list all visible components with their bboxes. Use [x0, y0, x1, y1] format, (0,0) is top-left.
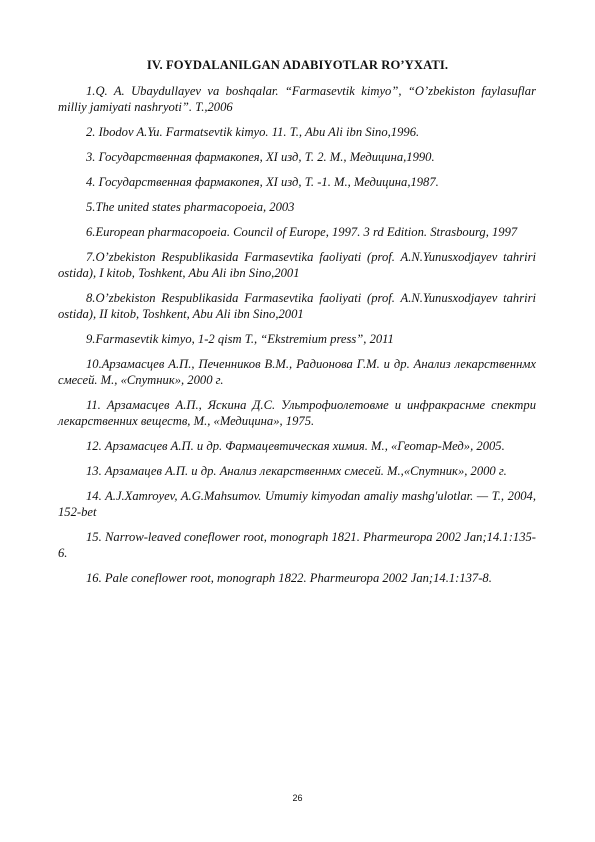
reference-item-5: 5.The united states pharmacopoeia, 2003 — [86, 200, 295, 214]
reference-item-13: 13. Арзамацев А.П. и др. Анализ лекарственнмх смесей. М.,«Спутник», 2000 г. — [86, 464, 507, 478]
reference-item-2: 2. Ibodov A.Yu. Farmatsevtik kimyo. 11. T., Abu Ali ibn Sino,1996. — [86, 125, 420, 139]
reference-item-15: 15. Narrow-leaved coneflower root, monograph 1821. Pharmeuropa 2002 Jan;14.1:135-6. — [58, 530, 536, 560]
reference-item-8: 8.O’zbekiston Respublikasida Farmasevtika faoliyati (prof. A.N.Yunusxodjayev tahriri ostida), II kitob, Toshkent, Abu Ali ibn Sino,2001 — [58, 291, 536, 321]
reference-list — [58, 83, 536, 595]
reference-item-6: 6.European pharmacopoeia. Council of Europe, 1997. 3 rd Edition. Strasbourg, 1997 — [86, 225, 518, 239]
page-number: 26 — [292, 793, 303, 803]
section-heading: IV. FOYDALANILGAN ADABIYOTLAR RO’YXATI. — [146, 58, 449, 72]
reference-item-11: 11. Арзамасцев А.П., Яскина Д.С. Ультрофиолетовме и инфракраснме спектри лекарственних веществ, М., «Медицина», 1975. — [58, 398, 536, 428]
reference-item-10: 10.Арзамасцев А.П., Печенников В.М., Радионова Г.М. и др. Анализ лекарственнмх смесей. М., «Спутник», 2000 г. — [58, 357, 536, 387]
reference-item-4: 4. Государственная фармакопея, XI изд, Т. -1. М., Медицина,1987. — [86, 175, 439, 189]
reference-item-16: 16. Pale coneflower root, monograph 1822. Pharmeuropa 2002 Jan;14.1:137-8. — [86, 571, 492, 585]
reference-item-12: 12. Арзамасцев А.П. и др. Фармацевтическая химия. М., «Геотар-Мед», 2005. — [86, 439, 505, 453]
reference-item-14: 14. A.J.Xamroyev, A.G.Mahsumov. Umumiy kimyodan amaliy mashg'ulotlar. — T., 2004, 152-bet — [58, 489, 536, 519]
reference-item-1: 1.Q. A. Ubaydullayev va boshqalar. “Farmasevtik kimyo”, “O’zbekiston faylasuflar milliy jamiyati nashryoti”. T.,2006 — [58, 84, 536, 114]
reference-item-7: 7.O’zbekiston Respublikasida Farmasevtika faoliyati (prof. A.N.Yunusxodjayev tahriri ostida), I kitob, Toshkent, Abu Ali ibn Sino,2001 — [58, 250, 536, 280]
reference-item-9: 9.Farmasevtik kimyo, 1-2 qism T., “Ekstremium press”, 2011 — [86, 332, 394, 346]
reference-item-3: 3. Государственная фармакопея, XI изд, Т. 2. М., Медицина,1990. — [86, 150, 435, 164]
